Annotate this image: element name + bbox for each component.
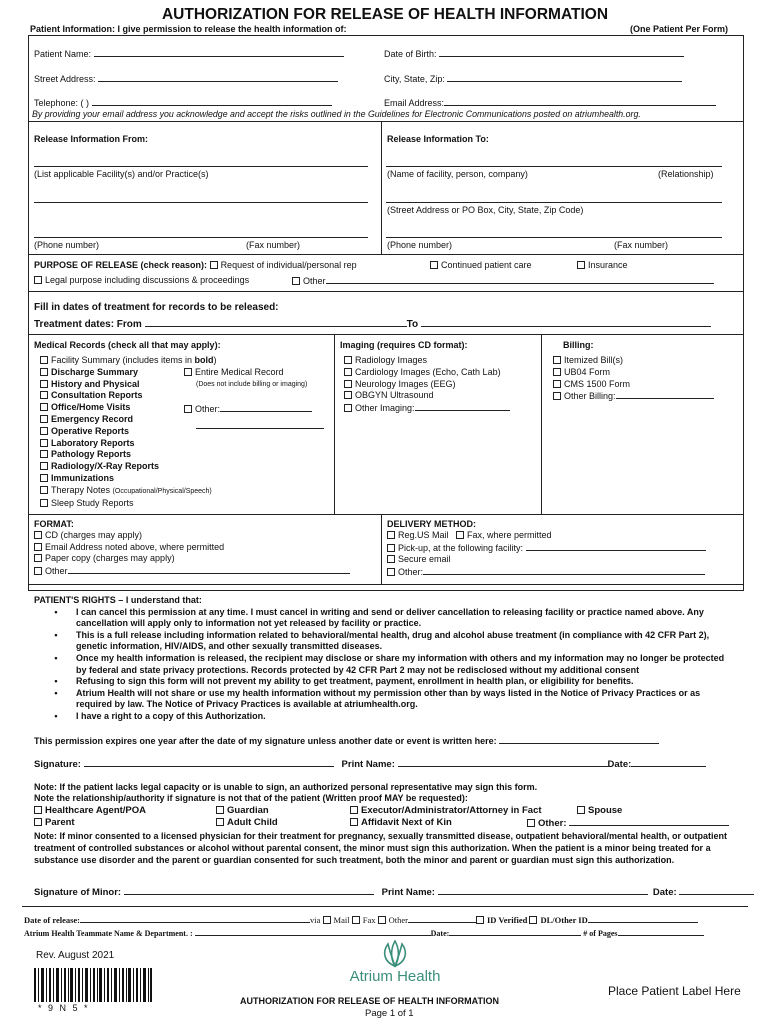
divider	[28, 514, 744, 515]
minor-date-label: Date:	[652, 887, 677, 898]
checkbox[interactable]	[34, 806, 42, 814]
rep-option-label: Affidavit Next of Kin	[361, 817, 452, 828]
rep-option-other[interactable]	[527, 817, 729, 829]
medical-records-list	[40, 355, 217, 509]
checkbox[interactable]	[40, 486, 48, 494]
fax-label: Fax	[362, 915, 376, 925]
delivery-item-other[interactable]	[387, 566, 706, 579]
checkbox[interactable]	[40, 356, 48, 364]
expiration-text: This permission expires one year after the date of my signature unless another date or event is written here:	[34, 736, 497, 746]
checkbox[interactable]	[34, 554, 42, 562]
rep-option-label: Healthcare Agent/POA	[45, 805, 147, 816]
date-release-label: Date of release:	[24, 915, 81, 925]
item-label: CMS 1500 Form	[564, 378, 631, 389]
checkbox[interactable]	[387, 555, 395, 563]
checkbox[interactable]	[350, 806, 358, 814]
medical-records-header: Medical Records (check all that may apply):	[34, 340, 221, 350]
note-relationship: Note the relationship/authority if signature is not that of the patient (Written proof MAY be requested):	[34, 793, 468, 803]
from-fax-hint: (Fax number)	[246, 240, 301, 250]
rights-header: PATIENT'S RIGHTS – I understand that:	[34, 595, 202, 605]
imaging-item-other[interactable]	[344, 402, 510, 415]
imaging-item[interactable]	[344, 390, 510, 402]
medical-other-input[interactable]	[196, 428, 324, 429]
patient-name-label: Patient Name:	[34, 49, 92, 59]
id-verified-checkbox[interactable]	[476, 916, 484, 924]
checkbox[interactable]	[387, 544, 395, 552]
imaging-list	[344, 355, 510, 415]
purpose-checkbox-continued[interactable]	[430, 261, 438, 269]
to-phone-input[interactable]	[386, 237, 722, 238]
purpose-other[interactable]	[292, 275, 714, 286]
item-label: Email Address noted above, where permitted	[45, 541, 225, 552]
barcode-text: * 9 N 5 *	[38, 1003, 90, 1013]
billing-item[interactable]	[553, 355, 714, 367]
item-label: Radiology Images	[355, 355, 428, 365]
minor-signature-row[interactable]	[34, 886, 754, 898]
rep-option-label: Spouse	[588, 805, 623, 816]
purpose-request-label: Request of individual/personal rep	[220, 260, 357, 270]
city-field[interactable]	[384, 73, 682, 84]
divider	[28, 121, 744, 122]
medical-item-radiology[interactable]	[40, 461, 217, 473]
checkbox[interactable]	[40, 415, 48, 423]
patient-info-label: Patient Information: I give permission to release the health information of:	[30, 24, 347, 34]
revision: Rev. August 2021	[36, 950, 115, 961]
item-label: Sleep Study Reports	[51, 497, 134, 508]
divider	[28, 584, 744, 585]
checkbox[interactable]	[553, 356, 561, 364]
patients-rights	[36, 595, 736, 723]
purpose-legal-label: Legal purpose including discussions & proceedings	[45, 275, 250, 285]
relationship-hint: (Relationship)	[658, 169, 714, 179]
item-label: OBGYN Ultrasound	[355, 390, 434, 401]
checkbox[interactable]	[40, 427, 48, 435]
other-checkbox[interactable]	[378, 916, 386, 924]
other-label: Other	[388, 915, 408, 925]
divider	[28, 291, 744, 292]
date-label: Date:	[607, 759, 632, 770]
minor-signature-label: Signature of Minor:	[34, 887, 122, 898]
format-header: FORMAT:	[34, 519, 74, 529]
rep-option-parent[interactable]	[34, 817, 75, 828]
imaging-header: Imaging (requires CD format):	[340, 340, 468, 350]
purpose-continued-label: Continued patient care	[441, 260, 532, 270]
print-name-label: Print Name:	[341, 759, 395, 770]
medical-other-option[interactable]	[184, 403, 312, 414]
facility-input[interactable]	[34, 166, 368, 167]
item-label: Other Imaging:	[355, 403, 415, 414]
entire-record-label: Entire Medical Record	[195, 367, 284, 377]
checkbox[interactable]	[184, 405, 192, 413]
checkbox[interactable]	[553, 368, 561, 376]
entire-record-sub: (Does not include billing or imaging)	[196, 381, 308, 388]
delivery-list	[387, 530, 706, 578]
rep-option-executor[interactable]	[350, 805, 542, 816]
rep-option-poa[interactable]	[34, 805, 146, 816]
checkbox[interactable]	[577, 806, 585, 814]
fill-dates-label: Fill in dates of treatment for records to be released:	[34, 302, 279, 313]
email-notice: By providing your email address you acknowledge and accept the risks outlined in the Guidelines for Electronic Communications posted on atriumhealth.org.	[32, 109, 641, 119]
divider	[541, 334, 542, 514]
billing-list	[553, 355, 714, 403]
billing-item-other[interactable]	[553, 390, 714, 403]
checkbox[interactable]	[40, 474, 48, 482]
bottom-title: AUTHORIZATION FOR RELEASE OF HEALTH INFORMATION	[240, 996, 499, 1006]
item-label: Therapy Notes	[51, 484, 111, 495]
item-label: History and Physical	[51, 378, 140, 389]
format-item-other[interactable]	[34, 565, 350, 578]
divider	[22, 906, 748, 907]
checkbox[interactable]	[216, 806, 224, 814]
item-label: Cardiology Images (Echo, Cath Lab)	[355, 366, 501, 377]
purpose-other-label: Other	[303, 276, 326, 286]
item-label: Neurology Images (EEG)	[355, 378, 456, 389]
item-label: Emergency Record	[51, 413, 134, 424]
checkbox[interactable]	[216, 818, 224, 826]
delivery-item-email[interactable]	[387, 554, 706, 566]
rep-option-affidavit[interactable]	[350, 817, 452, 828]
checkbox[interactable]	[40, 403, 48, 411]
email-label: Email Address:	[384, 98, 445, 108]
billing-item[interactable]	[553, 367, 714, 379]
therapy-sub: (Occupational/Physical/Speech)	[112, 487, 212, 495]
item-label: CD (charges may apply)	[45, 530, 143, 540]
format-item[interactable]	[34, 542, 350, 554]
medical-item-immunizations[interactable]	[40, 473, 217, 485]
checkbox[interactable]	[34, 818, 42, 826]
format-item[interactable]	[34, 530, 350, 542]
purpose-continued[interactable]	[430, 260, 532, 270]
checkbox[interactable]	[34, 531, 42, 539]
item-label: Consultation Reports	[51, 390, 143, 401]
divider	[381, 121, 382, 255]
checkbox[interactable]	[350, 818, 358, 826]
rep-option-label: Other:	[538, 818, 567, 829]
checkbox[interactable]	[34, 567, 42, 575]
item-label: Discharge Summary	[51, 366, 139, 377]
checkbox[interactable]	[344, 380, 352, 388]
item-label: Other Billing:	[564, 391, 616, 402]
teammate-row[interactable]	[24, 927, 704, 938]
item-label: Office/Home Visits	[51, 402, 131, 413]
medical-item-history[interactable]	[40, 379, 217, 391]
from-phone-input[interactable]	[34, 237, 368, 238]
dob-field[interactable]	[384, 48, 684, 59]
medical-item-facility-summary[interactable]	[40, 355, 217, 367]
delivery-item-mail[interactable]	[387, 530, 706, 542]
checkbox[interactable]	[40, 380, 48, 388]
imaging-item[interactable]	[344, 355, 510, 367]
teammate-label: Atrium Health Teammate Name & Department. :	[24, 929, 193, 938]
form-title: AUTHORIZATION FOR RELEASE OF HEALTH INFORMATION	[161, 6, 609, 23]
dob-label: Date of Birth:	[384, 49, 437, 59]
treatment-to-label: To	[406, 319, 419, 330]
checkbox[interactable]	[40, 450, 48, 458]
patient-label-area[interactable]: Place Patient Label Here	[608, 984, 741, 998]
item-label: Itemized Bill(s)	[564, 355, 624, 365]
recipient-address-input[interactable]	[386, 202, 722, 203]
phone-label: Telephone: ( )	[34, 98, 90, 108]
checkbox[interactable]	[553, 380, 561, 388]
facility-input-2[interactable]	[34, 202, 368, 203]
recipient-name-input[interactable]	[386, 166, 722, 167]
rep-option-guardian[interactable]	[216, 805, 269, 816]
note-minor: Note: If minor consented to a licensed physician for their treatment for pregnancy, sexually transmitted disease, outpatient behavioral/mental health, or outpatient treatment of controlled substances or alcohol without parental consent, the minor must sign this authorization. When the patient is a minor being treated for a substance use disorder and the parent or guardian consented for such treatment, both the minor and parent or guardian must sign this authorization.	[34, 831, 727, 865]
rep-option-label: Parent	[45, 817, 75, 828]
entire-record-option[interactable]	[184, 367, 284, 377]
mail-checkbox[interactable]	[323, 916, 331, 924]
medical-item-consultation[interactable]	[40, 390, 217, 402]
patient-name-field[interactable]	[34, 48, 344, 59]
signature-row[interactable]	[34, 758, 706, 770]
rep-option-spouse[interactable]	[577, 805, 622, 816]
date-of-release-row[interactable]	[24, 914, 698, 925]
note-legal-capacity: Note: If the patient lacks legal capacity or is unable to sign, an authorized personal representative may sign this form.	[34, 782, 538, 792]
checkbox[interactable]	[387, 568, 395, 576]
email-field[interactable]	[384, 97, 716, 108]
minor-print-name-label: Print Name:	[381, 887, 435, 898]
medical-item-sleep[interactable]	[40, 498, 217, 510]
dl-checkbox[interactable]	[529, 916, 537, 924]
checkbox[interactable]	[387, 531, 395, 539]
format-item[interactable]	[34, 553, 350, 565]
checkbox[interactable]	[184, 368, 192, 376]
rights-bullet: • Atrium Health will not share or use my health information without my permission other than by ways listed in the Notice of Privacy Practices or as required by law. The Notice of Privacy Practices is available at atriumhealth.org.	[54, 687, 701, 710]
barcode-icon	[34, 968, 152, 1002]
divider	[28, 334, 744, 335]
name-hint: (Name of facility, person, company)	[387, 169, 528, 179]
medical-item-operative[interactable]	[40, 426, 217, 438]
dl-other-label: DL/Other ID	[540, 915, 588, 925]
item-label: Radiology/X-Ray Reports	[51, 461, 160, 472]
bold-word: bold	[194, 355, 214, 365]
checkbox[interactable]	[344, 391, 352, 399]
item-label: Laboratory Reports	[51, 437, 135, 448]
rep-option-label: Guardian	[227, 805, 269, 816]
purpose-insurance[interactable]	[577, 260, 628, 270]
purpose-row	[34, 260, 357, 270]
purpose-checkbox-insurance[interactable]	[577, 261, 585, 269]
divider	[334, 334, 335, 514]
street-label: Street Address:	[34, 74, 96, 84]
format-list	[34, 530, 350, 577]
atrium-leaf-icon	[340, 940, 450, 970]
checkbox[interactable]	[553, 392, 561, 400]
medical-item-pathology[interactable]	[40, 449, 217, 461]
treatment-dates-row[interactable]	[34, 318, 711, 330]
purpose-label: PURPOSE OF RELEASE (check reason):	[34, 260, 208, 270]
item-label: Immunizations	[51, 472, 115, 483]
item-label: Pathology Reports	[51, 449, 132, 460]
rights-bullet: • Refusing to sign this form will not prevent my ability to get treatment, payment, enrollment in health plan, or eligibility for benefits.	[54, 676, 634, 687]
logo-text: Atrium Health	[349, 968, 441, 985]
checkbox[interactable]	[34, 543, 42, 551]
imaging-item[interactable]	[344, 379, 510, 391]
checkbox[interactable]	[344, 368, 352, 376]
item-label: Other:	[398, 566, 424, 577]
item-label: Reg.US Mail	[398, 530, 449, 540]
checkbox[interactable]	[344, 404, 352, 412]
footer-date-label: Date:	[430, 929, 450, 938]
release-to-label: Release Information To:	[387, 134, 489, 144]
signature-label: Signature:	[34, 759, 81, 770]
purpose-checkbox-legal[interactable]	[34, 276, 42, 284]
purpose-checkbox-request[interactable]	[210, 261, 218, 269]
rep-option-label: Adult Child	[227, 817, 278, 828]
checkbox[interactable]	[344, 356, 352, 364]
delivery-item-pickup[interactable]	[387, 542, 706, 555]
checkbox[interactable]	[40, 499, 48, 507]
release-from-label: Release Information From:	[34, 134, 149, 144]
item-label: Other	[45, 565, 68, 576]
street-field[interactable]	[34, 73, 338, 84]
one-patient-note: (One Patient Per Form)	[630, 24, 729, 34]
delivery-header: DELIVERY METHOD:	[387, 519, 477, 529]
purpose-legal[interactable]	[34, 275, 249, 285]
rights-bullet: • I can cancel this permission at any time. I must cancel in writing and send or deliver cancellation to releasing facility or practice named above. Any cancellation will apply only to information not yet released by facility or practice.	[54, 606, 704, 629]
expiration-row[interactable]	[34, 735, 659, 746]
item-label: Secure email	[398, 554, 451, 564]
purpose-checkbox-other[interactable]	[292, 277, 300, 285]
leaf-graphic	[378, 940, 412, 968]
item-label: Paper copy (charges may apply)	[45, 553, 175, 563]
treatment-from-label: Treatment dates: From	[34, 319, 142, 330]
item-label: Pick-up, at the following facility:	[398, 542, 524, 553]
checkbox[interactable]	[40, 368, 48, 376]
rep-option-adult-child[interactable]	[216, 817, 278, 828]
to-phone-hint: (Phone number)	[387, 240, 453, 250]
checkbox[interactable]	[527, 819, 535, 827]
fax-checkbox[interactable]	[352, 916, 360, 924]
item-label: Operative Reports	[51, 425, 130, 436]
item-label: Facility Summary (includes items in bold)	[51, 355, 217, 365]
via-label: via	[310, 915, 321, 925]
rights-bullet: • This is a full release including information related to behavioral/mental health, drug and alcohol abuse treatment (in compliance with 42 CFR Part 2), genetic information, HIV/AIDS, and other sexually transmitted diseases.	[54, 629, 710, 652]
facility-hint: (List applicable Facility(s) and/or Practice(s)	[34, 169, 209, 179]
checkbox[interactable]	[40, 391, 48, 399]
checkbox[interactable]	[456, 531, 464, 539]
billing-header: Billing:	[563, 340, 594, 350]
rights-bullet: • Once my health information is released, the recipient may disclose or share my information with others and my information may no longer be protected by federal and state privacy protections. Records protected by 42 CFR Part 2 may not be redisclosed without my additional consent	[54, 652, 725, 675]
city-label: City, State, Zip:	[384, 74, 445, 84]
purpose-insurance-label: Insurance	[588, 260, 628, 270]
street-hint: (Street Address or PO Box, City, State, Zip Code)	[387, 205, 584, 215]
page-number: Page 1 of 1	[365, 1008, 414, 1019]
medical-item-therapy[interactable]	[40, 485, 217, 498]
divider	[28, 254, 744, 255]
rep-option-label: Executor/Administrator/Attorney in Fact	[361, 805, 542, 816]
phone-field[interactable]	[34, 97, 332, 108]
mail-label: Mail	[333, 915, 350, 925]
id-verified-label: ID Verified	[486, 915, 528, 925]
medical-other-label: Other:	[195, 404, 221, 414]
checkbox[interactable]	[40, 439, 48, 447]
barcode-graphic	[34, 968, 152, 1002]
medical-item-laboratory[interactable]	[40, 438, 217, 450]
checkbox[interactable]	[40, 462, 48, 470]
medical-item-emergency[interactable]	[40, 414, 217, 426]
atrium-health-logo	[340, 940, 450, 985]
imaging-item[interactable]	[344, 367, 510, 379]
from-phone-hint: (Phone number)	[34, 240, 100, 250]
item-label: Fax, where permitted	[467, 530, 552, 540]
to-fax-hint: (Fax number)	[614, 240, 669, 250]
billing-item[interactable]	[553, 379, 714, 391]
pages-label: # of Pages	[583, 929, 618, 938]
item-label: UB04 Form	[564, 366, 611, 377]
rights-bullet: • I have a right to a copy of this Authorization.	[54, 710, 266, 721]
divider	[381, 514, 382, 584]
